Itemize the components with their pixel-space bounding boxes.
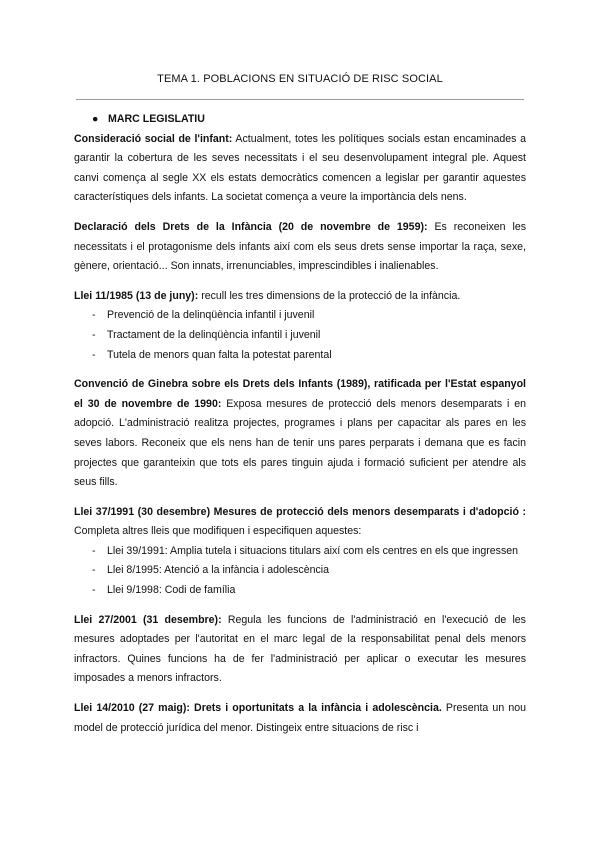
page-title: TEMA 1. POBLACIONS EN SITUACIÓ DE RISC SOCIAL — [157, 73, 443, 85]
paragraph-llei-11-1985: Llei 11/1985 (13 de juny): recull les tres dimensions de la protecció de la infància. — [74, 289, 461, 302]
list-item: - Tractament de la delinqüència infantil i juvenil — [74, 326, 526, 346]
list-item: - Llei 9/1998: Codi de família — [74, 581, 526, 601]
paragraph-llei-14-2010: Llei 14/2010 (27 maig): Drets i oportunitats a la infància i adolescència. Presenta un nou model de protecció jurídica del menor. Distingeix entre situacions de risc i — [74, 702, 526, 734]
list-llei-37-1991 — [74, 542, 526, 601]
title-divider — [76, 99, 524, 100]
paragraph-declaracio: Declaració dels Drets de la Infància (20 de novembre de 1959): Es reconeixen les necessitats i el protagonisme dels infants així com els seus drets sense importar la raça, sexe, gènere, orientació... Son innats, irrenunciables, imprescindibles i inalienables. — [74, 220, 527, 273]
bullet-icon: ● — [92, 113, 99, 125]
paragraph-convencio-ginebra: Convenció de Ginebra sobre els Drets dels Infants (1989), ratificada per l'Estat espanyol el 30 de novembre de 1990: Exposa mesures de protecció dels menors desemparats i en adopció. L'administració realitza projectes, programes i plans per capacitar als pares en les seves labors. Reconeix que els nens han de tenir uns pares perparats i demana que es facin projectes que garanteixin que tots els pares tinguin ajuda i formació suficient per atendre als seus fills. — [74, 378, 526, 489]
document-body — [74, 110, 526, 748]
paragraph-consideracio: Consideració social de l'infant: Actualment, totes les polítiques socials estan encaminades a garantir la cobertura de les seves necessitats i el seu desenvolupament integral ple. Aquest canvi comença al segle XX els estats democràtics comencen a legislar per garantir aquestes característiques dels infants. La societat comença a veure la importància dels nens. — [74, 132, 526, 204]
section-heading: ● MARC LEGISLATIU — [74, 110, 526, 130]
list-llei-11-1985 — [74, 306, 526, 365]
list-item: - Llei 39/1991: Amplia tutela i situacions titulars així com els centres en els que ingressen — [74, 542, 526, 562]
list-item: - Tutela de menors quan falta la potestat parental — [74, 346, 526, 366]
paragraph-llei-37-1991: Llei 37/1991 (30 desembre) Mesures de protecció dels menors desemparats i d'adopció : Completa altres lleis que modifiquen i especifiquen aquestes: — [74, 505, 526, 538]
list-item: - Llei 8/1995: Atenció a la infància i adolescència — [74, 561, 526, 581]
paragraph-llei-27-2001: Llei 27/2001 (31 desembre): Regula les funcions de l'administració en l'execució de les mesures adoptades per l'autoritat en el marc legal de la responsabilitat penal dels menors infractors. Quines funcions ha de fer l'administració per aplicar o executar les mesures imposades a menors infractors. — [74, 613, 526, 685]
list-item: - Prevenció de la delinqüència infantil i juvenil — [74, 306, 526, 326]
